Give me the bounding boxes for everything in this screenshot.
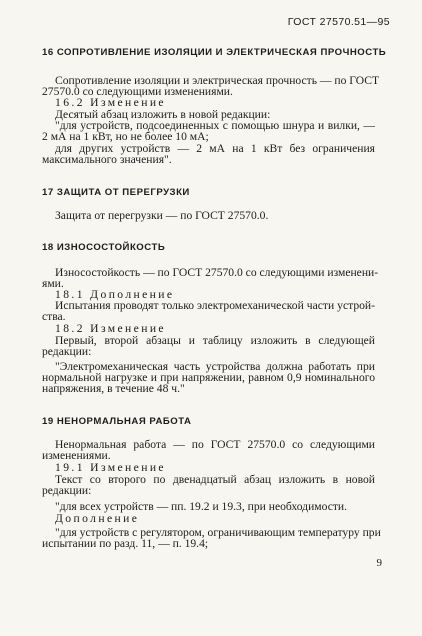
s19-subsection-19-1: 19.1 Изменение bbox=[55, 461, 166, 474]
section-17-heading: 17 ЗАЩИТА ОТ ПЕРЕГРУЗКИ bbox=[42, 187, 190, 198]
s18-p4-line3: напряжения, в течение 48 ч." bbox=[42, 382, 185, 395]
section-16-heading: 16 СОПРОТИВЛЕНИЕ ИЗОЛЯЦИИ И ЭЛЕКТРИЧЕСКАЯ ПРОЧНОСТЬ bbox=[42, 47, 387, 58]
s19-p2-line1: Текст со второго по двенадцатый абзац изложить в новой bbox=[55, 473, 375, 486]
s16-p1-line1: Сопротивление изоляции и электрическая прочность — по ГОСТ bbox=[55, 74, 380, 87]
s18-p1-line1: Износостойкость — по ГОСТ 27570.0 со следующими изменени- bbox=[55, 266, 379, 279]
s19-p4-line1: "для устройств с регулятором, ограничивающим температуру при bbox=[55, 526, 381, 539]
s18-p2-line2: ства. bbox=[42, 310, 66, 323]
standard-header: ГОСТ 27570.51—95 bbox=[287, 16, 390, 28]
s19-p1-line1: Ненормальная работа — по ГОСТ 27570.0 со следующими bbox=[55, 438, 375, 451]
s17-p1: Защита от перегрузки — по ГОСТ 27570.0. bbox=[55, 209, 269, 222]
s18-p3-line2: редакции: bbox=[42, 345, 92, 358]
s18-subsection-18-2: 18.2 Изменение bbox=[55, 322, 166, 335]
s19-p1-line2: изменениями. bbox=[42, 449, 111, 462]
s18-p4-line2: нормальной нагрузке и при напряжении, равном 0,9 номинального bbox=[42, 371, 375, 384]
s18-p2-line1: Испытания проводят только электромеханической части устрой- bbox=[55, 299, 375, 312]
s18-p4-line1: "Электромеханическая часть устройства должна работать при bbox=[55, 360, 375, 373]
s19-p4-line2: испытании по разд. 11, — п. 19.4; bbox=[42, 537, 209, 550]
s16-p2-line4: для других устройств — 2 мА на 1 кВт без ограничения bbox=[55, 142, 375, 155]
section-18-heading: 18 ИЗНОСОСТОЙКОСТЬ bbox=[42, 242, 166, 253]
s16-p2-line5: максимального значения". bbox=[42, 153, 172, 166]
s16-subsection-16-2: 16.2 Изменение bbox=[55, 96, 166, 109]
s18-subsection-18-1: 18.1 Дополнение bbox=[55, 288, 175, 301]
s18-p1-line2: ями. bbox=[42, 277, 64, 290]
page-number: 9 bbox=[376, 557, 382, 569]
s16-p2-line2: "для устройств, подсоединенных с помощью шнура и вилки, — bbox=[55, 119, 375, 132]
s16-p2-line1: Десятый абзац изложить в новой редакции: bbox=[55, 108, 271, 121]
s16-p2-line3: 2 мА на 1 кВт, но не более 10 мА; bbox=[42, 130, 209, 143]
s16-p1-line2: 27570.0 со следующими изменениями. bbox=[42, 85, 233, 98]
s19-p2-line2: редакции: bbox=[42, 484, 92, 497]
s19-addition-heading: Дополнение bbox=[55, 512, 140, 525]
section-19-heading: 19 НЕНОРМАЛЬНАЯ РАБОТА bbox=[42, 416, 192, 427]
s18-p3-line1: Первый, второй абзацы и таблицу изложить в следующей bbox=[55, 334, 375, 347]
s19-p3: "для всех устройств — пп. 19.2 и 19.3, при необходимости. bbox=[55, 500, 348, 513]
